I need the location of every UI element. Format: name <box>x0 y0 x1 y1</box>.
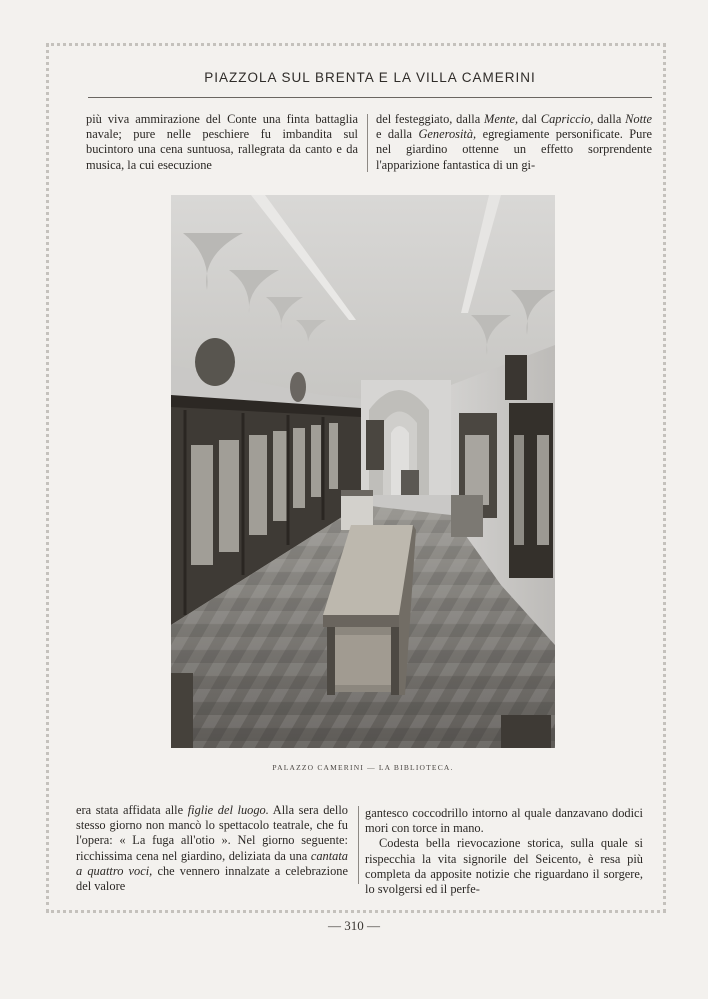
top-left-column <box>86 112 358 173</box>
paragraph: gantesco coccodrillo intorno al quale danzavano dodici mori con torce in mano. <box>365 806 643 836</box>
column-separator <box>367 114 368 172</box>
header-rule <box>88 97 652 98</box>
figure-caption: PALAZZO CAMERINI — LA BIBLIOTECA. <box>272 763 454 772</box>
bottom-left-column <box>76 803 348 894</box>
paragraph: più viva ammirazione del Conte una finta battaglia navale; pure nelle peschiere fu imbandita sul bucintoro una cena suntuosa, rallegrata da canto e da musica, la cui esecuzione <box>86 112 358 172</box>
page-number: — 310 — <box>328 918 380 933</box>
paragraph: del festeggiato, dalla Mente, dal Capriccio, dalla Notte e dalla Generosità, egregiamente personificate. Pure nel giardino ottenne un effetto sorprendente l'apparizione fantastica di un gi- <box>376 112 652 172</box>
paragraph: Codesta bella rievocazione storica, sulla quale si rispecchia la vita signorile del Seicento, è resa più completa da apposite notizie che riguardano il sorgere, lo svolgersi ed il perfe- <box>365 836 643 897</box>
column-separator <box>358 806 359 884</box>
library-photograph <box>171 195 555 748</box>
running-head: PIAZZOLA SUL BRENTA E LA VILLA CAMERINI <box>204 70 536 85</box>
top-right-column <box>376 112 652 173</box>
paragraph: era stata affidata alle figlie del luogo. Alla sera dello stesso giorno non mancò lo spettacolo teatrale, che fu l'opera: « La fuga all'otio ». Nel giorno seguente: ricchissima cena nel giardino, deliziata da una cantata a quattro voci, che vennero innalzate a celebrazione del valore <box>76 803 349 894</box>
bottom-right-column <box>365 806 643 897</box>
